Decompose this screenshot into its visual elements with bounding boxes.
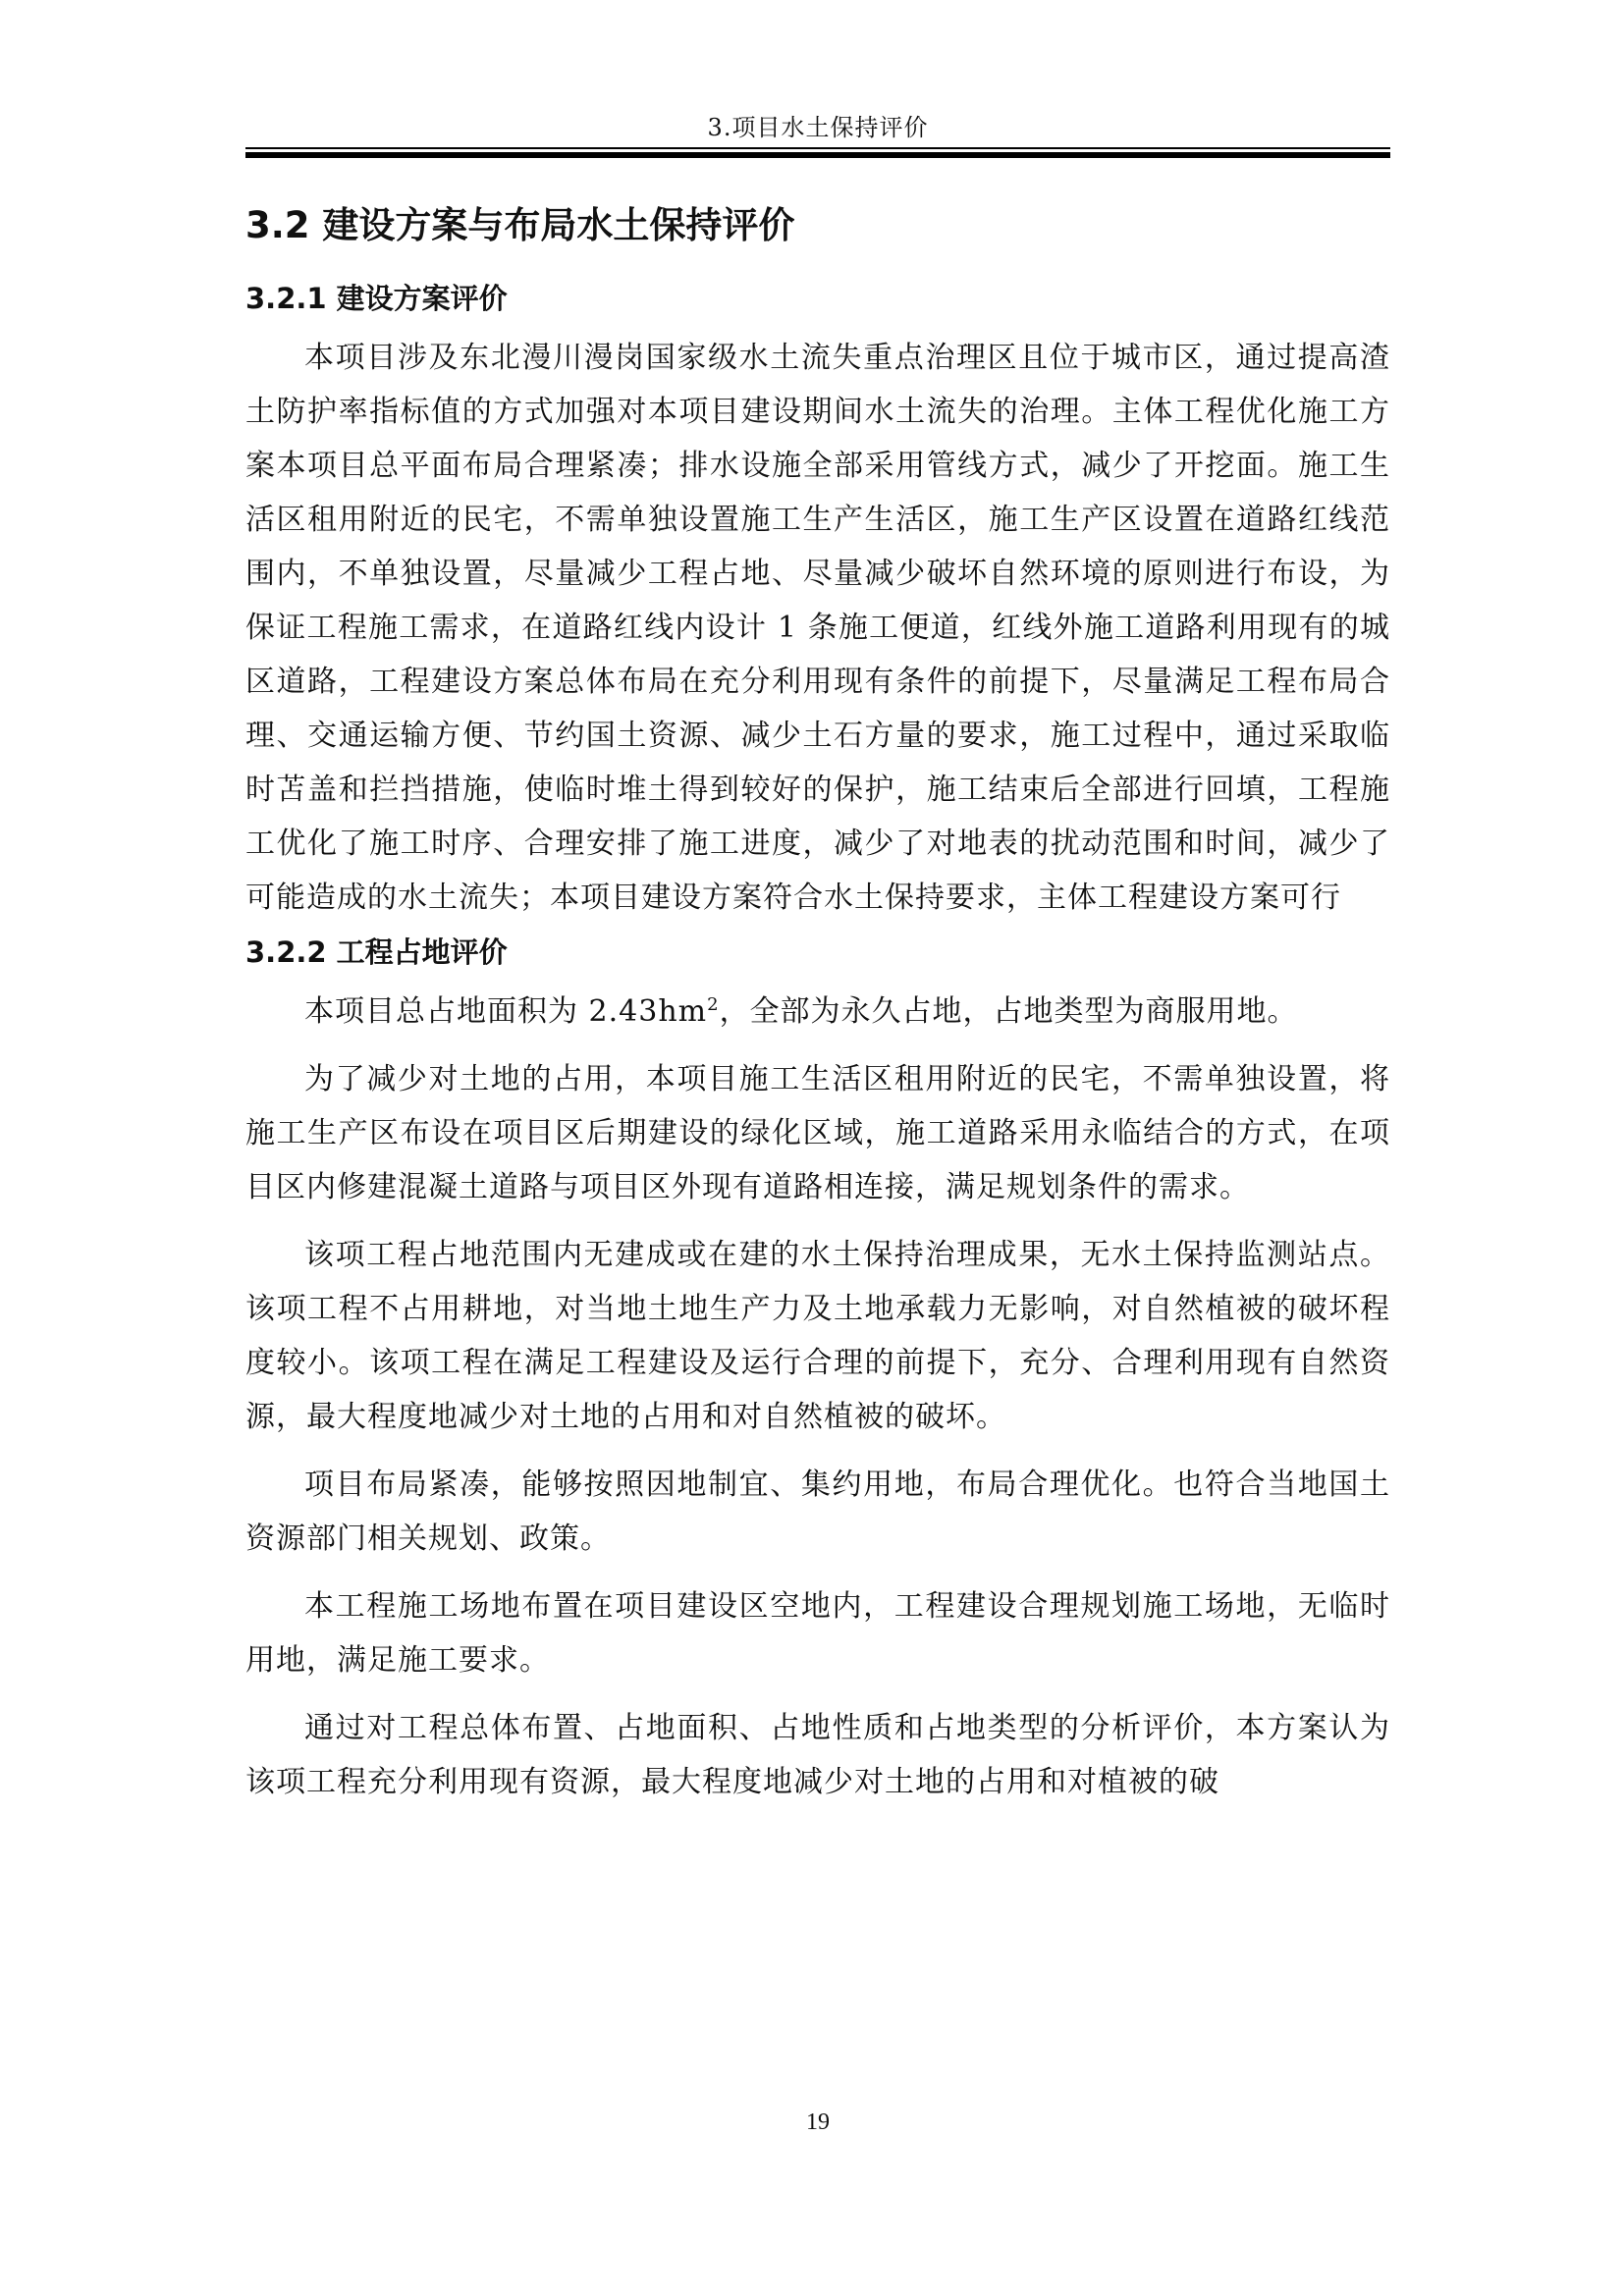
subsection-heading-construction-plan: 3.2.1 建设方案评价 (245, 282, 508, 315)
header-rule-thin (245, 147, 1390, 149)
page-number: 19 (806, 2109, 830, 2135)
paragraph-reduce-land-use: 为了减少对土地的占用，本项目施工生活区租用附近的民宅，不需单独设置，将施工生产区布设在项目区后期建设的绿化区域，施工道路采用永临结合的方式，在项目区内修建混凝土道路与项目区外现有道路相连接，满足规划条件的需求。 (245, 1062, 1390, 1204)
area-text-after: ，全部为永久占地，占地类型为商服用地。 (719, 994, 1298, 1029)
paragraph-compact-layout: 项目布局紧凑，能够按照因地制宜、集约用地，布局合理优化。也符合当地国土资源部门相关规划、政策。 (245, 1468, 1390, 1556)
page-content (245, 194, 1390, 1809)
area-text-before: 本项目总占地面积为 2.43hm (304, 994, 708, 1029)
paragraph-construction-site: 本工程施工场地布置在项目建设区空地内，工程建设合理规划施工场地，无临时用地，满足施工要求。 (245, 1589, 1390, 1678)
paragraph-overall-analysis: 通过对工程总体布置、占地面积、占地性质和占地类型的分析评价，本方案认为该项工程充分利用现有资源，最大程度地减少对土地的占用和对植被的破 (245, 1711, 1390, 1799)
paragraph-total-area (245, 985, 1390, 1039)
paragraph-construction-plan: 本项目涉及东北漫川漫岗国家级水土流失重点治理区且位于城市区，通过提高渣土防护率指标值的方式加强对本项目建设期间水土流失的治理。主体工程优化施工方案本项目总平面布局合理紧凑；排水设施全部采用管线方式，减少了开挖面。施工生活区租用附近的民宅，不需单独设置施工生产生活区，施工生产区设置在道路红线范围内，不单独设置，尽量减少工程占地、尽量减少破坏自然环境的原则进行布设，为保证工程施工需求，在道路红线内设计 1 条施工便道，红线外施工道路利用现有的城区道路，工程建设方案总体布局在充分利用现有条件的前提下，尽量满足工程布局合理、交通运输方便、节约国土资源、减少土石方量的要求，施工过程中，通过采取临时苫盖和拦挡措施，使临时堆土得到较好的保护，施工结束后全部进行回填，工程施工优化了施工时序、合理安排了施工进度，减少了对地表的扰动范围和时间，减少了可能造成的水土流失；本项目建设方案符合水土保持要求，主体工程建设方案可行 (245, 341, 1390, 915)
running-header: 3.项目水土保持评价 (707, 114, 929, 141)
area-unit-superscript: 2 (707, 994, 720, 1015)
paragraph-no-conservation-results: 该项工程占地范围内无建成或在建的水土保持治理成果，无水土保持监测站点。该项工程不占用耕地，对当地土地生产力及土地承载力无影响，对自然植被的破坏程度较小。该项工程在满足工程建设及运行合理的前提下，充分、合理利用现有自然资源，最大程度地减少对土地的占用和对自然植被的破坏。 (245, 1238, 1390, 1434)
subsection-heading-land-occupation: 3.2.2 工程占地评价 (245, 935, 508, 969)
header-rule-thick (245, 152, 1390, 158)
section-heading: 3.2 建设方案与布局水土保持评价 (245, 204, 795, 246)
